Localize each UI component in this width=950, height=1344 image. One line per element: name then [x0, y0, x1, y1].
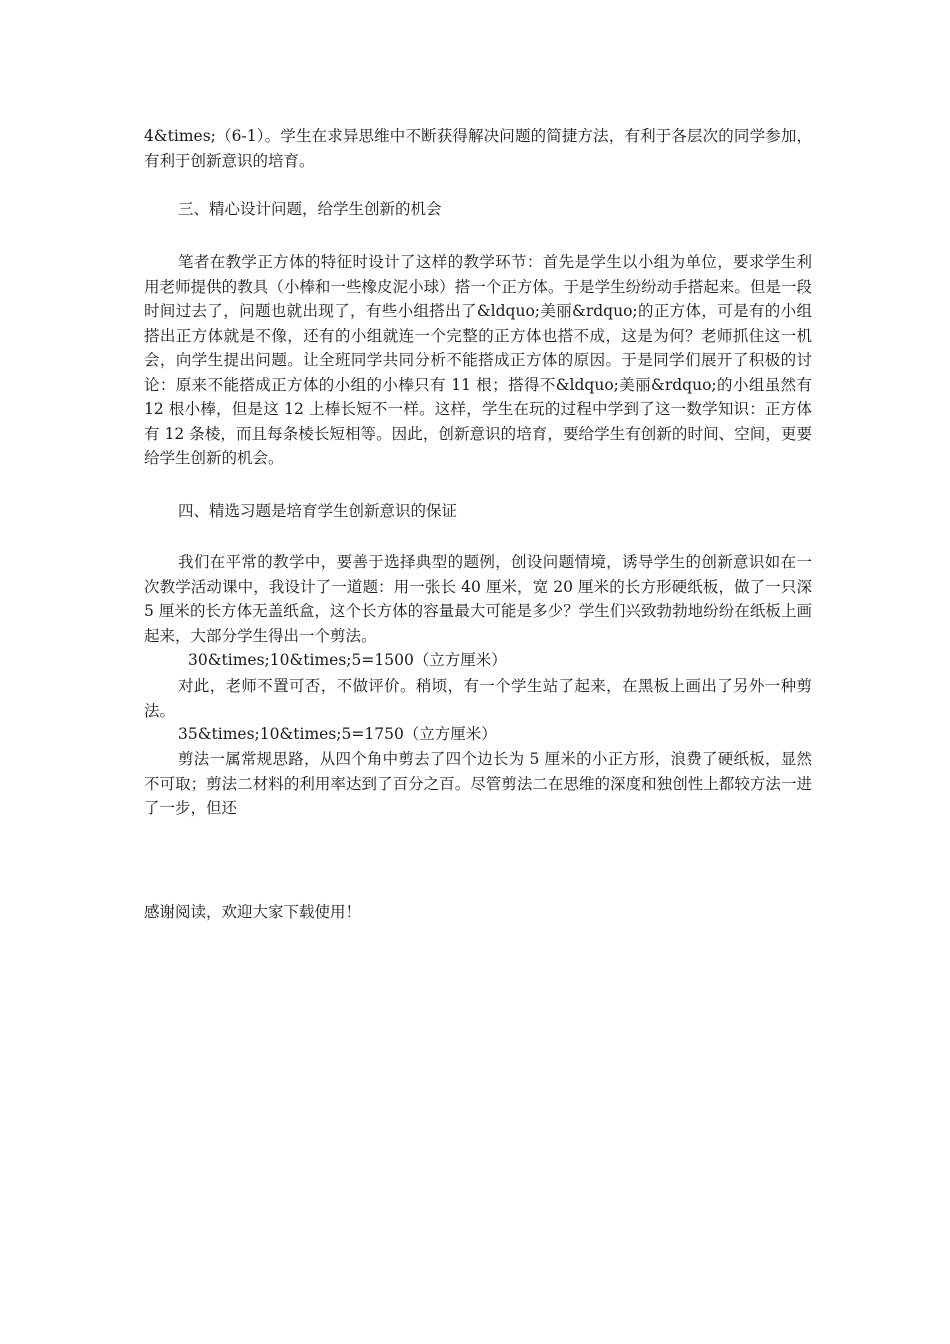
section-3-paragraph: 笔者在教学正方体的特征时设计了这样的教学环节：首先是学生以小组为单位，要求学生利用老师提供的教具（小棒和一些橡皮泥小球）搭一个正方体。于是学生纷纷动手搭起来。但是一段时间过去了，问题也就出现了，有些小组搭出了&ldquo;美丽&rdquo;的正方体，可是有的小组搭出正方体就是不像，还有的小组就连一个完整的正方体也搭不成，这是为何？老师抓住这一机会，向学生提出问题。让全班同学共同分析不能搭成正方体的原因。于是同学们展开了积极的讨论：原来不能搭成正方体的小组的小棒只有 11 根；搭得不&ldquo;美丽&rdquo;的小组虽然有 12 根小棒，但是这 12 上棒长短不一样。这样，学生在玩的过程中学到了这一数学知识：正方体有 12 条棱，而且每条棱长短相等。因此，创新意识的培育，要给学生有创新的时间、空间，更要给学生创新的机会。	[144, 253, 812, 467]
section-heading-3: 三、精心设计问题，给学生创新的机会	[178, 200, 442, 218]
intro-paragraph: 4&times;（6-1）。学生在求异思维中不断获得解决问题的简捷方法，有利于各层次的同学参加，有利于创新意识的培育。	[144, 127, 812, 170]
equation-1: 30&times;10&times;5=1500（立方厘米）	[188, 651, 507, 669]
closing-note: 感谢阅读，欢迎大家下载使用！	[144, 903, 362, 921]
section-heading-4: 四、精选习题是培育学生创新意识的保证	[178, 502, 458, 520]
equation-2: 35&times;10&times;5=1750（立方厘米）	[178, 725, 497, 743]
teacher-response-paragraph: 对此，老师不置可否，不做评价。稍顷，有一个学生站了起来，在黑板上画出了另外一种剪法。	[144, 677, 812, 720]
comparison-paragraph: 剪法一属常规思路，从四个角中剪去了四个边长为 5 厘米的小正方形，浪费了硬纸板，显然不可取；剪法二材料的利用率达到了百分之百。尽管剪法二在思维的深度和独创性上都较方法一进了一步，但还	[144, 750, 812, 817]
section-4-paragraph: 我们在平常的教学中，要善于选择典型的题例，创设问题情境，诱导学生的创新意识如在一次教学活动课中，我设计了一道题：用一张长 40 厘米，宽 20 厘米的长方形硬纸板，做了一只深 5 厘米的长方体无盖纸盒，这个长方体的容量最大可能是多少？学生们兴致勃勃地纷纷在纸板上画起来，大部分学生得出一个剪法。	[144, 553, 812, 645]
